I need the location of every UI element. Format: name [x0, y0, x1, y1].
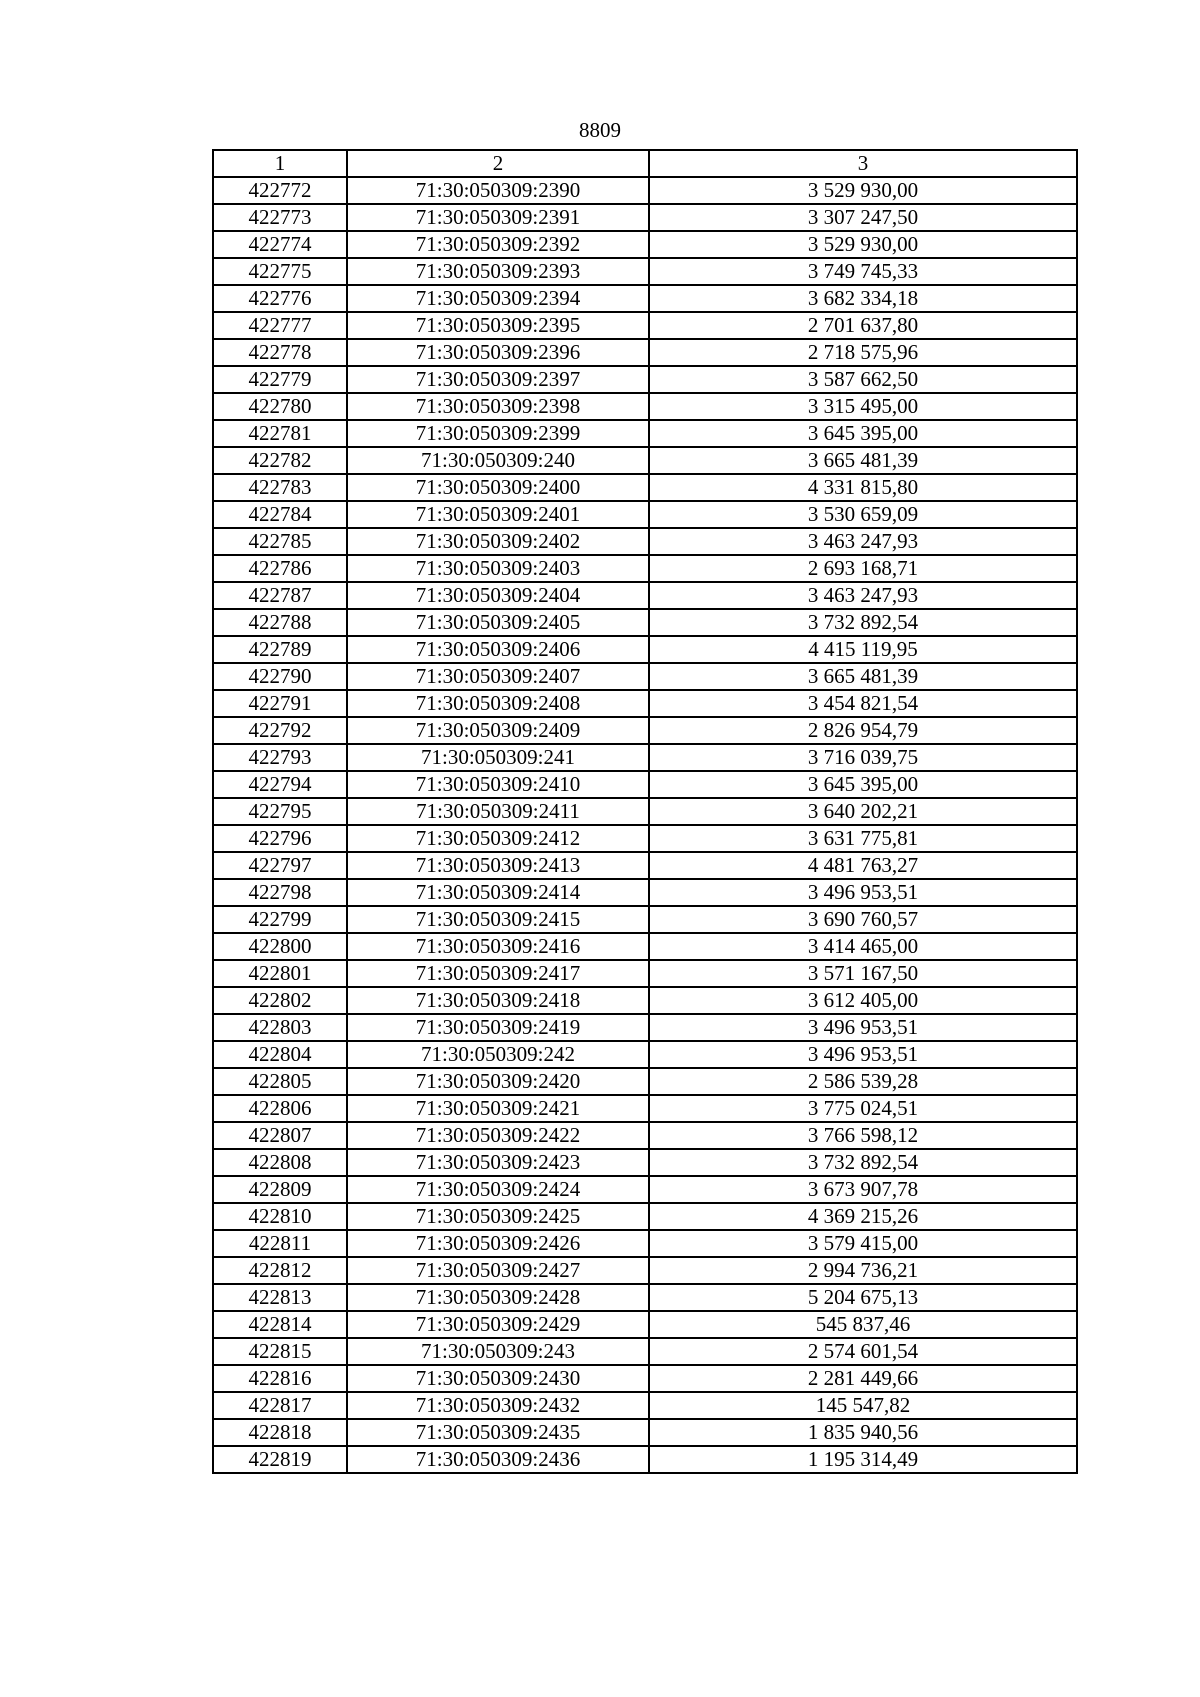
cadastral-number-cell: 71:30:050309:2401 — [347, 501, 649, 528]
value-cell: 3 640 202,21 — [649, 798, 1077, 825]
table-row — [213, 582, 1077, 609]
table-row — [213, 933, 1077, 960]
cadastral-number-cell: 71:30:050309:2422 — [347, 1122, 649, 1149]
value-cell: 3 732 892,54 — [649, 1149, 1077, 1176]
value-cell: 3 414 465,00 — [649, 933, 1077, 960]
value-cell: 3 307 247,50 — [649, 204, 1077, 231]
table-row — [213, 798, 1077, 825]
table-row — [213, 663, 1077, 690]
value-cell: 2 586 539,28 — [649, 1068, 1077, 1095]
value-cell: 3 732 892,54 — [649, 609, 1077, 636]
table-row — [213, 393, 1077, 420]
value-cell: 4 415 119,95 — [649, 636, 1077, 663]
row-number-cell: 422801 — [213, 960, 347, 987]
cadastral-number-cell: 71:30:050309:241 — [347, 744, 649, 771]
row-number-cell: 422811 — [213, 1230, 347, 1257]
row-number-cell: 422798 — [213, 879, 347, 906]
table-row — [213, 1257, 1077, 1284]
cadastral-number-cell: 71:30:050309:2419 — [347, 1014, 649, 1041]
row-number-cell: 422817 — [213, 1392, 347, 1419]
row-number-cell: 422774 — [213, 231, 347, 258]
row-number-cell: 422782 — [213, 447, 347, 474]
table-row — [213, 447, 1077, 474]
table-row — [213, 528, 1077, 555]
table-row — [213, 339, 1077, 366]
table-row — [213, 771, 1077, 798]
column-header-2: 2 — [347, 150, 649, 177]
row-number-cell: 422809 — [213, 1176, 347, 1203]
row-number-cell: 422818 — [213, 1419, 347, 1446]
row-number-cell: 422800 — [213, 933, 347, 960]
cadastral-number-cell: 71:30:050309:2435 — [347, 1419, 649, 1446]
table-row — [213, 1176, 1077, 1203]
value-cell: 2 574 601,54 — [649, 1338, 1077, 1365]
row-number-cell: 422773 — [213, 204, 347, 231]
row-number-cell: 422789 — [213, 636, 347, 663]
value-cell: 4 369 215,26 — [649, 1203, 1077, 1230]
cadastral-number-cell: 71:30:050309:242 — [347, 1041, 649, 1068]
table-row — [213, 1041, 1077, 1068]
row-number-cell: 422783 — [213, 474, 347, 501]
cadastral-number-cell: 71:30:050309:2420 — [347, 1068, 649, 1095]
cadastral-number-cell: 71:30:050309:2404 — [347, 582, 649, 609]
row-number-cell: 422784 — [213, 501, 347, 528]
value-cell: 5 204 675,13 — [649, 1284, 1077, 1311]
value-cell: 3 530 659,09 — [649, 501, 1077, 528]
cadastral-number-cell: 71:30:050309:2394 — [347, 285, 649, 312]
row-number-cell: 422785 — [213, 528, 347, 555]
row-number-cell: 422806 — [213, 1095, 347, 1122]
table-row — [213, 609, 1077, 636]
value-cell: 3 749 745,33 — [649, 258, 1077, 285]
row-number-cell: 422792 — [213, 717, 347, 744]
row-number-cell: 422812 — [213, 1257, 347, 1284]
table-row — [213, 1149, 1077, 1176]
value-cell: 1 195 314,49 — [649, 1446, 1077, 1473]
cadastral-number-cell: 71:30:050309:2412 — [347, 825, 649, 852]
row-number-cell: 422787 — [213, 582, 347, 609]
value-cell: 3 463 247,93 — [649, 582, 1077, 609]
column-header-1: 1 — [213, 150, 347, 177]
row-number-cell: 422779 — [213, 366, 347, 393]
row-number-cell: 422816 — [213, 1365, 347, 1392]
table-row — [213, 231, 1077, 258]
table-row — [213, 177, 1077, 204]
cadastral-number-cell: 71:30:050309:2397 — [347, 366, 649, 393]
column-header-3: 3 — [649, 150, 1077, 177]
cadastral-number-cell: 71:30:050309:2408 — [347, 690, 649, 717]
table-row — [213, 987, 1077, 1014]
table-row — [213, 1419, 1077, 1446]
value-cell: 2 718 575,96 — [649, 339, 1077, 366]
table-row — [213, 366, 1077, 393]
cadastral-number-cell: 71:30:050309:2395 — [347, 312, 649, 339]
cadastral-number-cell: 71:30:050309:2403 — [347, 555, 649, 582]
cadastral-number-cell: 71:30:050309:2398 — [347, 393, 649, 420]
value-cell: 3 496 953,51 — [649, 1014, 1077, 1041]
cadastral-number-cell: 71:30:050309:2411 — [347, 798, 649, 825]
table-row — [213, 1446, 1077, 1473]
row-number-cell: 422776 — [213, 285, 347, 312]
value-cell: 3 690 760,57 — [649, 906, 1077, 933]
row-number-cell: 422819 — [213, 1446, 347, 1473]
value-cell: 3 645 395,00 — [649, 420, 1077, 447]
value-cell: 3 716 039,75 — [649, 744, 1077, 771]
row-number-cell: 422781 — [213, 420, 347, 447]
row-number-cell: 422778 — [213, 339, 347, 366]
row-number-cell: 422808 — [213, 1149, 347, 1176]
table-row — [213, 1068, 1077, 1095]
row-number-cell: 422790 — [213, 663, 347, 690]
row-number-cell: 422810 — [213, 1203, 347, 1230]
table-row — [213, 1095, 1077, 1122]
table-row — [213, 1284, 1077, 1311]
table-row — [213, 204, 1077, 231]
header-row — [213, 150, 1077, 177]
table-row — [213, 636, 1077, 663]
value-cell: 3 766 598,12 — [649, 1122, 1077, 1149]
cadastral-number-cell: 71:30:050309:2392 — [347, 231, 649, 258]
table-row — [213, 1203, 1077, 1230]
cadastral-number-cell: 71:30:050309:2418 — [347, 987, 649, 1014]
row-number-cell: 422799 — [213, 906, 347, 933]
value-cell: 2 701 637,80 — [649, 312, 1077, 339]
value-cell: 145 547,82 — [649, 1392, 1077, 1419]
value-cell: 3 665 481,39 — [649, 663, 1077, 690]
cadastral-number-cell: 71:30:050309:2409 — [347, 717, 649, 744]
cadastral-number-cell: 71:30:050309:2424 — [347, 1176, 649, 1203]
table-row — [213, 285, 1077, 312]
value-cell: 3 571 167,50 — [649, 960, 1077, 987]
value-cell: 3 579 415,00 — [649, 1230, 1077, 1257]
row-number-cell: 422815 — [213, 1338, 347, 1365]
table-row — [213, 501, 1077, 528]
value-cell: 3 775 024,51 — [649, 1095, 1077, 1122]
value-cell: 3 496 953,51 — [649, 879, 1077, 906]
cadastral-number-cell: 71:30:050309:2405 — [347, 609, 649, 636]
value-cell: 3 631 775,81 — [649, 825, 1077, 852]
value-cell: 3 529 930,00 — [649, 231, 1077, 258]
cadastral-number-cell: 71:30:050309:2406 — [347, 636, 649, 663]
table-header — [213, 150, 1077, 177]
value-cell: 4 331 815,80 — [649, 474, 1077, 501]
cadastral-number-cell: 71:30:050309:2430 — [347, 1365, 649, 1392]
row-number-cell: 422796 — [213, 825, 347, 852]
value-cell: 3 587 662,50 — [649, 366, 1077, 393]
table-row — [213, 1392, 1077, 1419]
table-row — [213, 258, 1077, 285]
value-cell: 545 837,46 — [649, 1311, 1077, 1338]
row-number-cell: 422804 — [213, 1041, 347, 1068]
table-row — [213, 717, 1077, 744]
table-body — [213, 177, 1077, 1473]
cadastral-number-cell: 71:30:050309:2396 — [347, 339, 649, 366]
value-cell: 3 673 907,78 — [649, 1176, 1077, 1203]
row-number-cell: 422788 — [213, 609, 347, 636]
cadastral-number-cell: 71:30:050309:2413 — [347, 852, 649, 879]
row-number-cell: 422777 — [213, 312, 347, 339]
cadastral-number-cell: 71:30:050309:2426 — [347, 1230, 649, 1257]
table-row — [213, 474, 1077, 501]
value-cell: 4 481 763,27 — [649, 852, 1077, 879]
row-number-cell: 422794 — [213, 771, 347, 798]
value-cell: 2 826 954,79 — [649, 717, 1077, 744]
data-table — [212, 149, 1078, 1474]
cadastral-number-cell: 71:30:050309:2416 — [347, 933, 649, 960]
table-row — [213, 420, 1077, 447]
value-cell: 3 463 247,93 — [649, 528, 1077, 555]
cadastral-number-cell: 71:30:050309:2427 — [347, 1257, 649, 1284]
cadastral-number-cell: 71:30:050309:2432 — [347, 1392, 649, 1419]
row-number-cell: 422780 — [213, 393, 347, 420]
cadastral-number-cell: 71:30:050309:2400 — [347, 474, 649, 501]
table-row — [213, 1122, 1077, 1149]
value-cell: 1 835 940,56 — [649, 1419, 1077, 1446]
cadastral-number-cell: 71:30:050309:2399 — [347, 420, 649, 447]
value-cell: 2 281 449,66 — [649, 1365, 1077, 1392]
value-cell: 2 994 736,21 — [649, 1257, 1077, 1284]
cadastral-number-cell: 71:30:050309:2415 — [347, 906, 649, 933]
row-number-cell: 422791 — [213, 690, 347, 717]
cadastral-number-cell: 71:30:050309:2429 — [347, 1311, 649, 1338]
table-row — [213, 1338, 1077, 1365]
row-number-cell: 422795 — [213, 798, 347, 825]
table-row — [213, 690, 1077, 717]
row-number-cell: 422814 — [213, 1311, 347, 1338]
cadastral-number-cell: 71:30:050309:2414 — [347, 879, 649, 906]
cadastral-number-cell: 71:30:050309:243 — [347, 1338, 649, 1365]
cadastral-number-cell: 71:30:050309:2417 — [347, 960, 649, 987]
cadastral-number-cell: 71:30:050309:2402 — [347, 528, 649, 555]
table-row — [213, 825, 1077, 852]
cadastral-number-cell: 71:30:050309:2393 — [347, 258, 649, 285]
row-number-cell: 422772 — [213, 177, 347, 204]
value-cell: 3 665 481,39 — [649, 447, 1077, 474]
row-number-cell: 422786 — [213, 555, 347, 582]
row-number-cell: 422802 — [213, 987, 347, 1014]
table-row — [213, 879, 1077, 906]
cadastral-number-cell: 71:30:050309:2425 — [347, 1203, 649, 1230]
table-row — [213, 555, 1077, 582]
table-row — [213, 906, 1077, 933]
row-number-cell: 422803 — [213, 1014, 347, 1041]
cadastral-number-cell: 71:30:050309:2428 — [347, 1284, 649, 1311]
value-cell: 3 496 953,51 — [649, 1041, 1077, 1068]
row-number-cell: 422805 — [213, 1068, 347, 1095]
value-cell: 3 315 495,00 — [649, 393, 1077, 420]
table-row — [213, 960, 1077, 987]
value-cell: 3 682 334,18 — [649, 285, 1077, 312]
row-number-cell: 422813 — [213, 1284, 347, 1311]
value-cell: 2 693 168,71 — [649, 555, 1077, 582]
cadastral-number-cell: 71:30:050309:2436 — [347, 1446, 649, 1473]
cadastral-number-cell: 71:30:050309:2391 — [347, 204, 649, 231]
table-row — [213, 1230, 1077, 1257]
value-cell: 3 645 395,00 — [649, 771, 1077, 798]
value-cell: 3 529 930,00 — [649, 177, 1077, 204]
table-row — [213, 852, 1077, 879]
cadastral-number-cell: 71:30:050309:2390 — [347, 177, 649, 204]
page-number: 8809 — [579, 118, 621, 142]
row-number-cell: 422807 — [213, 1122, 347, 1149]
cadastral-number-cell: 71:30:050309:2407 — [347, 663, 649, 690]
table-row — [213, 744, 1077, 771]
table-row — [213, 312, 1077, 339]
cadastral-number-cell: 71:30:050309:2423 — [347, 1149, 649, 1176]
cadastral-number-cell: 71:30:050309:2410 — [347, 771, 649, 798]
row-number-cell: 422793 — [213, 744, 347, 771]
cadastral-number-cell: 71:30:050309:240 — [347, 447, 649, 474]
cadastral-number-cell: 71:30:050309:2421 — [347, 1095, 649, 1122]
table-row — [213, 1014, 1077, 1041]
value-cell: 3 612 405,00 — [649, 987, 1077, 1014]
row-number-cell: 422797 — [213, 852, 347, 879]
table-row — [213, 1365, 1077, 1392]
row-number-cell: 422775 — [213, 258, 347, 285]
table-row — [213, 1311, 1077, 1338]
value-cell: 3 454 821,54 — [649, 690, 1077, 717]
